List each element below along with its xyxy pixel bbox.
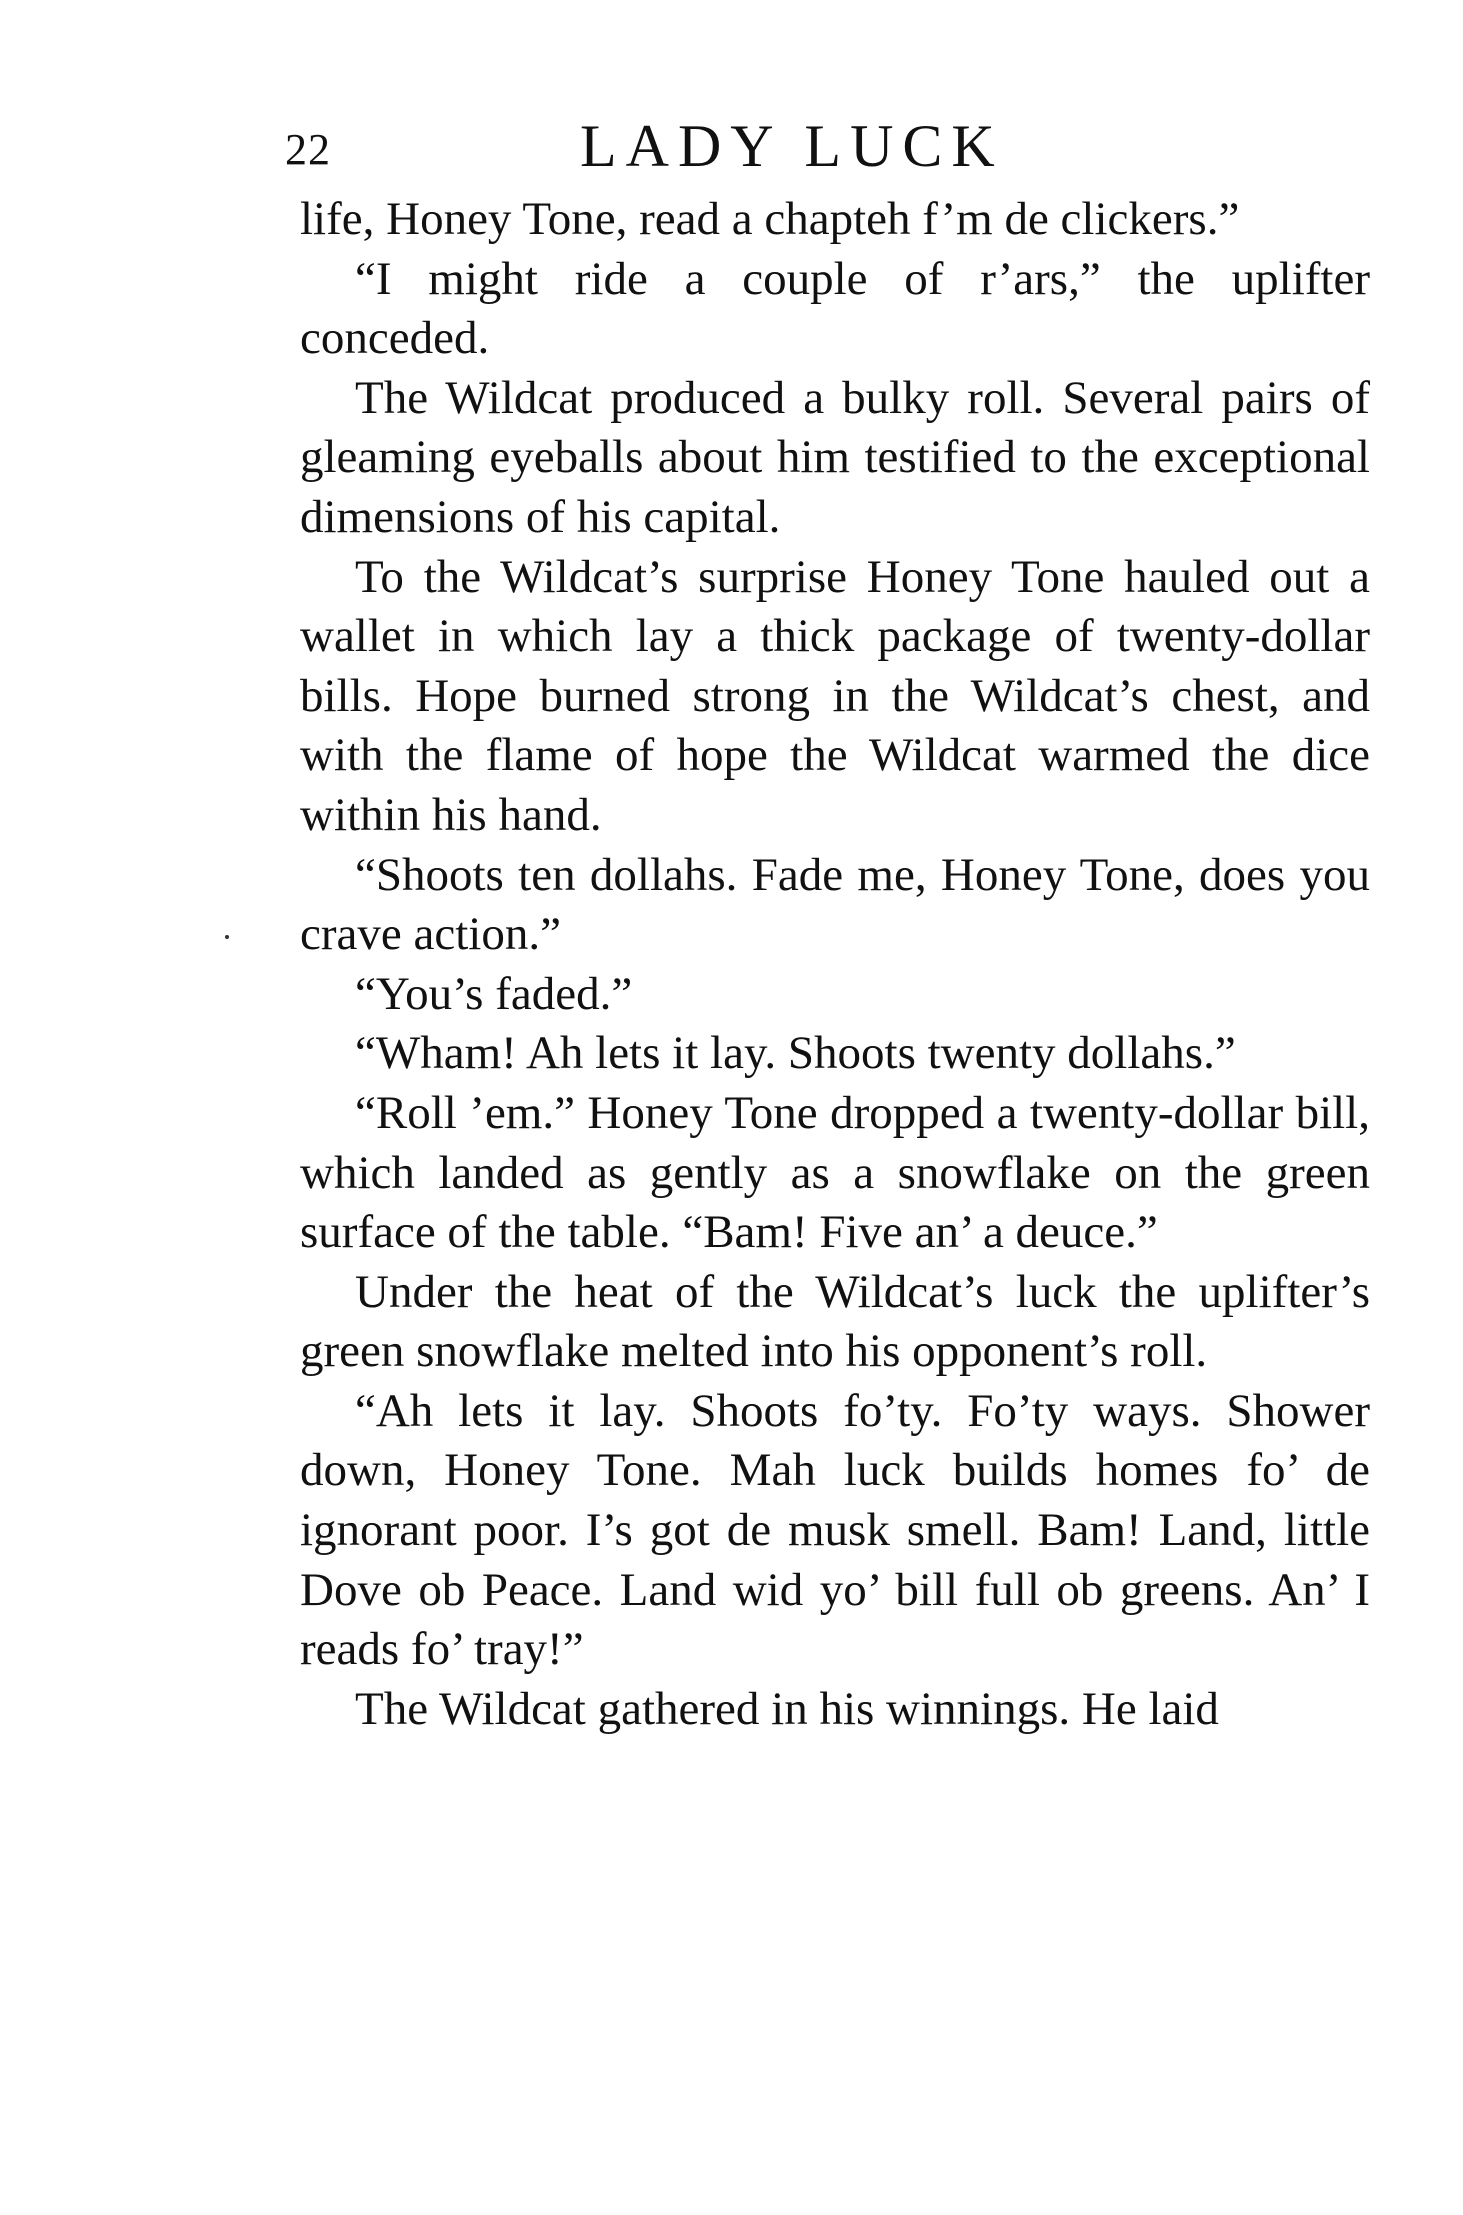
body-text xyxy=(300,190,1370,1739)
paragraph: “Roll ’em.” Honey Tone dropped a twenty-dollar bill, which landed as gently as a snowflake on the green surface of the table. “Bam! Five an’ a deuce.” xyxy=(300,1086,1370,1259)
paragraph: Under the heat of the Wildcat’s luck the uplifter’s green snowflake melted into his opponent’s roll. xyxy=(300,1265,1370,1378)
ink-speck xyxy=(225,935,229,939)
paragraph: “Ah lets it lay. Shoots fo’ty. Fo’ty ways. Shower down, Honey Tone. Mah luck builds homes fo’ de ignorant poor. I’s got de musk smell. Bam! Land, little Dove ob Peace. Land wid yo’ bill full ob greens. An’ I reads fo’ tray!” xyxy=(300,1384,1370,1676)
paragraph: The Wildcat gathered in his winnings. He laid xyxy=(355,1682,1219,1735)
paragraph: “Wham! Ah lets it lay. Shoots twenty dollahs.” xyxy=(355,1027,1236,1080)
running-title: LADY LUCK xyxy=(580,113,1004,179)
paragraph: To the Wildcat’s surprise Honey Tone hauled out a wallet in which lay a thick package of twenty-dollar bills. Hope burned strong in the Wildcat’s chest, and with the flame of hope the Wildcat warmed the dice within his hand. xyxy=(300,550,1370,841)
paragraph: “Shoots ten dollahs. Fade me, Honey Tone, does you crave action.” xyxy=(300,848,1370,961)
running-head xyxy=(285,112,1385,192)
paragraph: The Wildcat produced a bulky roll. Several pairs of gleaming eyeballs about him testified to the exceptional dimensions of his capital. xyxy=(300,371,1370,543)
paragraph: “You’s faded.” xyxy=(355,967,633,1020)
page-number: 22 xyxy=(285,125,331,174)
paragraph: “I might ride a couple of r’ars,” the uplifter conceded. xyxy=(300,252,1370,365)
paragraph: life, Honey Tone, read a chapteh f’m de clickers.” xyxy=(300,193,1240,245)
